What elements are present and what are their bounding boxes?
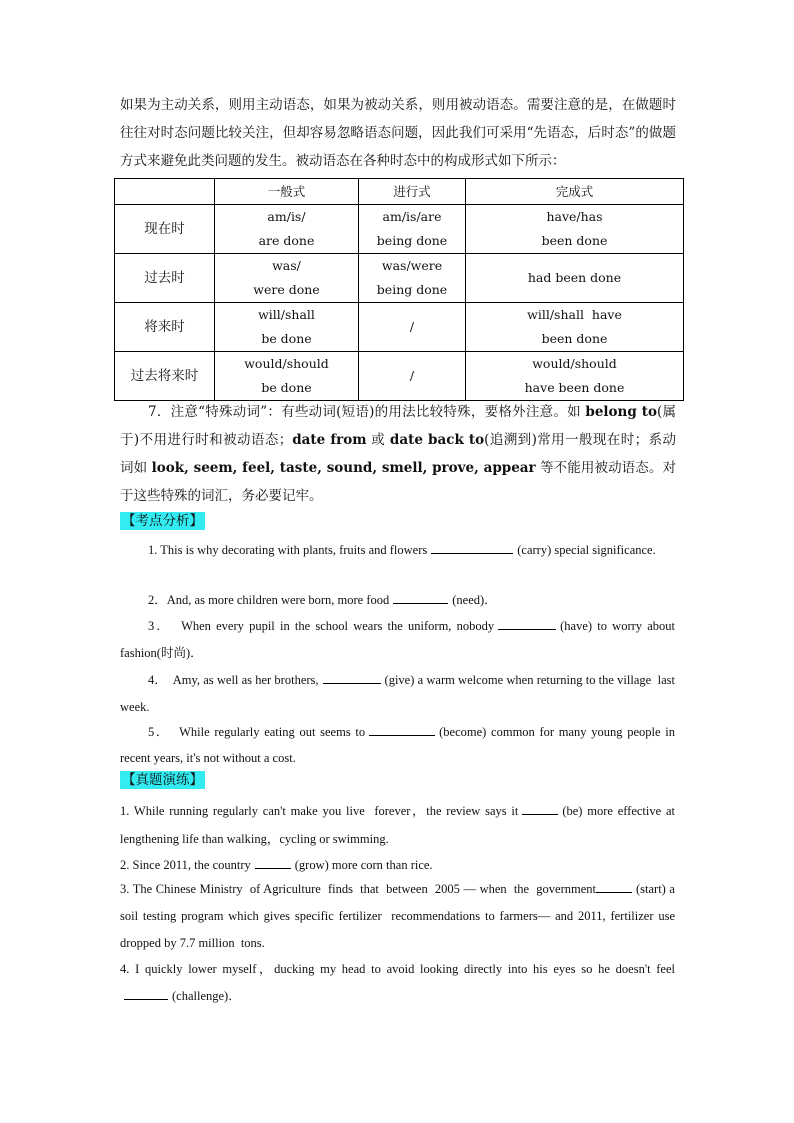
section-title-analysis: 【考点分析】 xyxy=(122,513,203,529)
table-cell: would/should have been done xyxy=(466,352,684,401)
table-cell: have/has been done xyxy=(466,205,684,254)
table-cell: will/shall be done xyxy=(215,303,359,352)
table-header-cell: 完成式 xyxy=(466,179,684,205)
practice-item: 3. The Chinese Ministry of Agriculture finds that between 2005 — when the government (start) a soil testing program which gives specific fertilizer recommendations to farmers— and 2011, fertilizer use dropped by 7.7 million tons. xyxy=(120,882,679,950)
table-cell: am/is/ are done xyxy=(215,205,359,254)
answer-blank[interactable] xyxy=(369,723,435,736)
table-cell: had been done xyxy=(466,254,684,303)
table-cell: was/ were done xyxy=(215,254,359,303)
row-label: 过去将来时 xyxy=(115,352,215,401)
answer-blank[interactable] xyxy=(393,591,448,604)
table-header-cell xyxy=(115,179,215,205)
answer-blank[interactable] xyxy=(498,617,556,630)
exercise-item: 1. This is why decorating with plants, fruits and flowers (carry) special significance. xyxy=(148,543,656,557)
exercise-item: 5． While regularly eating out seems to (become) common for many young people in recent years, it's not without a cost. xyxy=(120,725,675,765)
note-7-paragraph: 7．注意“特殊动词”：有些动词(短语)的用法比较特殊，要格外注意。如 belong to(属于)不用进行时和被动语态；date from 或 date back to(追溯到)常用一般现在时；系动词如 look, seem, feel, taste, sound, smell, prove, appear 等不能用被动语态。对于这些特殊的词汇，务必要记牢。 xyxy=(120,404,676,504)
term-date-back-to: date back to xyxy=(389,432,485,448)
exercise-item: 4． Amy, as well as her brothers, (give) a warm welcome when returning to the village last week. xyxy=(120,673,679,714)
practice-item: 2. Since 2011, the country (grow) more corn than rice. xyxy=(120,858,433,872)
table-cell: / xyxy=(359,303,466,352)
table-cell: was/were being done xyxy=(359,254,466,303)
row-label: 过去时 xyxy=(115,254,215,303)
table-row xyxy=(115,352,684,401)
table-header-row xyxy=(115,179,684,205)
table-cell: am/is/are being done xyxy=(359,205,466,254)
table-cell: / xyxy=(359,352,466,401)
table-row xyxy=(115,303,684,352)
intro-paragraph: 如果为主动关系，则用主动语态，如果为被动关系，则用被动语态。需要注意的是，在做题时往往对时态问题比较关注，但却容易忽略语态问题，因此我们可采用“先语态，后时态”的做题方式来避免此类问题的发生。被动语态在各种时态中的构成形式如下所示： xyxy=(120,97,676,169)
table-header-cell: 一般式 xyxy=(215,179,359,205)
answer-blank[interactable] xyxy=(323,671,381,684)
table-row xyxy=(115,254,684,303)
table-row xyxy=(115,205,684,254)
row-label: 将来时 xyxy=(115,303,215,352)
table-cell: will/shall have been done xyxy=(466,303,684,352)
term-belong-to: belong to xyxy=(585,404,657,420)
passive-voice-table xyxy=(114,178,684,401)
term-date-from: date from xyxy=(292,432,367,448)
term-linking-verbs: look, seem, feel, taste, sound, smell, prove, appear xyxy=(151,460,536,476)
answer-blank[interactable] xyxy=(596,880,632,893)
practice-item: 4. I quickly lower myself，ducking my head to avoid looking directly into his eyes so he doesn't feel(challenge)． xyxy=(120,962,675,1003)
row-label: 现在时 xyxy=(115,205,215,254)
table-header-cell: 进行式 xyxy=(359,179,466,205)
exercise-item: 3． When every pupil in the school wears the uniform, nobody (have) to worry about fashion(时尚)． xyxy=(120,619,675,660)
answer-blank[interactable] xyxy=(255,856,291,869)
practice-item: 1. While running regularly can't make you live forever，the review says it (be) more effective at lengthening life than walking，cycling or swimming. xyxy=(120,804,675,846)
answer-blank[interactable] xyxy=(124,987,168,1000)
exercise-item: 2．And, as more children were born, more food (need)． xyxy=(148,593,497,607)
section-title-practice: 【真题演练】 xyxy=(122,772,203,788)
answer-blank[interactable] xyxy=(522,802,558,815)
table-cell: would/should be done xyxy=(215,352,359,401)
answer-blank[interactable] xyxy=(431,541,513,554)
